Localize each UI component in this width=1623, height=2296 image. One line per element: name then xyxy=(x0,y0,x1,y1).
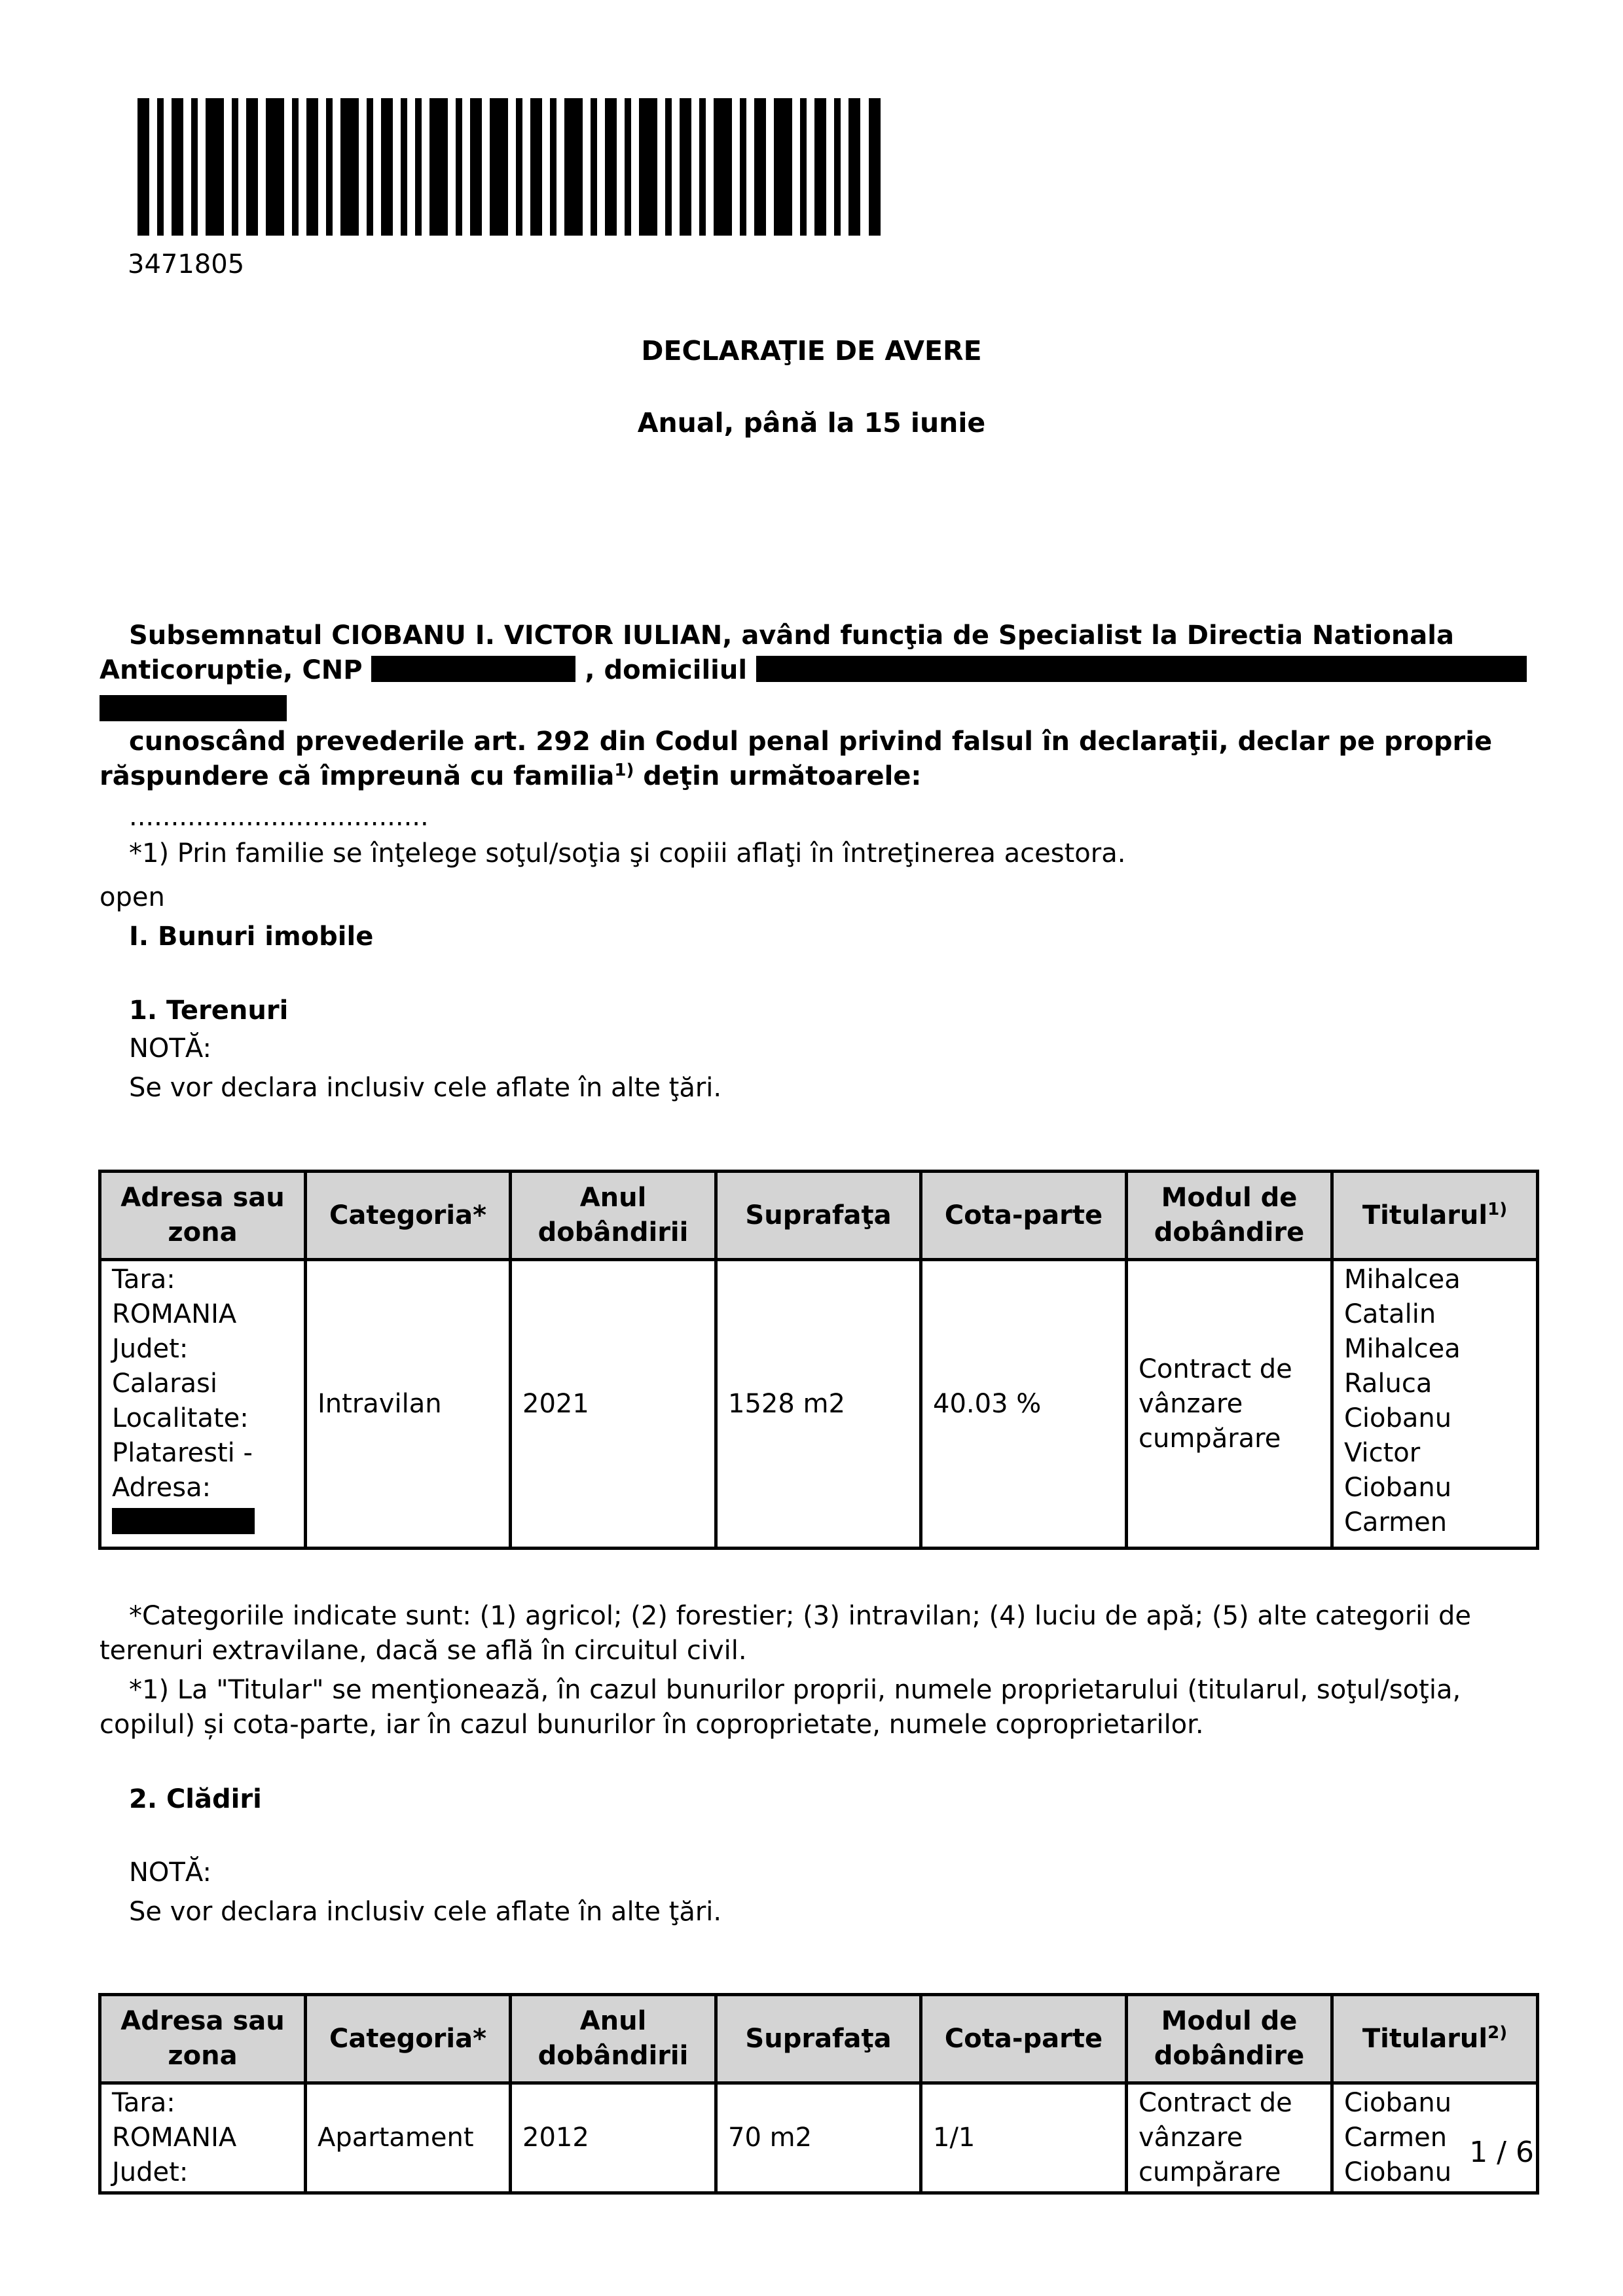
nota-label-cladiri: NOTĂ: xyxy=(129,1857,211,1888)
header-titular-label: Titularul xyxy=(1362,1200,1488,1230)
header-adresa: Adresa sau zona xyxy=(100,1172,306,1260)
subsection-title-cladiri: 2. Clădiri xyxy=(129,1784,262,1814)
cell-adresa: Tara: ROMANIA Judet: xyxy=(100,2083,306,2193)
nota-label-terenuri: NOTĂ: xyxy=(129,1033,211,1064)
cell-modul: Contract de vânzare cumpărare xyxy=(1127,1260,1332,1549)
table-header-row xyxy=(100,1995,1538,2083)
header-cota: Cota-parte xyxy=(921,1995,1127,2083)
cell-categoria: Intravilan xyxy=(306,1260,511,1549)
redacted-address-continued xyxy=(100,695,287,721)
table-header-row xyxy=(100,1172,1538,1260)
redacted-cnp xyxy=(371,656,575,682)
cell-adresa xyxy=(100,1260,306,1549)
declaration-text-1: cunoscând prevederile art. 292 din Codul penal privind falsul în declaraţii, declar pe proprie răspundere că împreună cu familia xyxy=(100,726,1493,791)
cell-modul: Contract de vânzare cumpărare xyxy=(1127,2083,1332,2193)
cladiri-table xyxy=(98,1993,1539,2195)
note-titular: *1) La "Titular" se menţionează, în cazul bunurilor proprii, numele proprietarului (titularul, soţul/soţia, copilul) și cota-parte, iar în cazul bunurilor în coproprietate, numele coproprietarilor. xyxy=(100,1675,1461,1740)
document-subtitle: Anual, până la 15 iunie xyxy=(637,407,986,439)
cell-anul: 2021 xyxy=(511,1260,716,1549)
barcode-number: 3471805 xyxy=(128,249,245,279)
cell-adresa-text: Tara: ROMANIA Judet: Calarasi Localitate: Plataresti - Adresa: xyxy=(112,1265,253,1503)
terenuri-table xyxy=(98,1170,1539,1550)
declarant-text-1: Subsemnatul CIOBANU I. VICTOR IULIAN, având funcţia de Specialist la Directia Nationala Anticoruptie, CNP xyxy=(100,620,1454,685)
cell-cota: 1/1 xyxy=(921,2083,1127,2193)
header-modul: Modul de dobândire xyxy=(1127,1172,1332,1260)
subsection-title-terenuri: 1. Terenuri xyxy=(129,996,289,1026)
cell-cota: 40.03 % xyxy=(921,1260,1127,1549)
header-categoria: Categoria* xyxy=(306,1995,511,2083)
table-row xyxy=(100,1260,1538,1549)
footnote-ref-1: 1) xyxy=(614,761,634,780)
header-titular-footnote: 2) xyxy=(1487,2022,1508,2043)
header-titular xyxy=(1332,1995,1538,2083)
nota-text-terenuri: Se vor declara inclusiv cele aflate în alte ţări. xyxy=(129,1073,722,1103)
header-titular-footnote: 1) xyxy=(1487,1199,1508,1219)
header-suprafata: Suprafaţa xyxy=(716,1172,921,1260)
cell-titular: Ciobanu Carmen Ciobanu xyxy=(1332,2083,1538,2193)
header-anul: Anul dobândirii xyxy=(511,1172,716,1260)
page-number: 1 / 6 xyxy=(1469,2136,1534,2169)
section-title-bunuri-imobile: I. Bunuri imobile xyxy=(129,922,374,952)
declarant-paragraph xyxy=(100,619,1533,688)
cell-suprafata: 1528 m2 xyxy=(716,1260,921,1549)
declaration-paragraph xyxy=(100,725,1533,794)
redacted-address xyxy=(756,656,1527,682)
header-categoria: Categoria* xyxy=(306,1172,511,1260)
family-note: *1) Prin familie se înţelege soţul/soţia şi copiii aflaţi în întreţinerea acestora. xyxy=(129,838,1126,869)
cell-categoria: Apartament xyxy=(306,2083,511,2193)
dotted-line: .................................... xyxy=(129,802,429,832)
open-marker: open xyxy=(100,882,165,912)
redacted-land-address xyxy=(112,1508,255,1534)
declaration-text-2: deţin următoarele: xyxy=(634,761,922,791)
header-suprafata: Suprafaţa xyxy=(716,1995,921,2083)
header-modul: Modul de dobândire xyxy=(1127,1995,1332,2083)
nota-text-cladiri: Se vor declara inclusiv cele aflate în alte ţări. xyxy=(129,1897,722,1927)
header-cota: Cota-parte xyxy=(921,1172,1127,1260)
document-title: DECLARAŢIE DE AVERE xyxy=(641,335,982,367)
declarant-text-2: , domiciliul xyxy=(585,655,748,685)
note-categories: *Categoriile indicate sunt: (1) agricol; (2) forestier; (3) intravilan; (4) luciu de apă; (5) alte categorii de terenuri extravilane, dacă se află în circuitul civil. xyxy=(100,1601,1472,1666)
header-anul: Anul dobândirii xyxy=(511,1995,716,2083)
cell-anul: 2012 xyxy=(511,2083,716,2193)
barcode-image xyxy=(137,98,881,236)
header-titular xyxy=(1332,1172,1538,1260)
header-titular-label: Titularul xyxy=(1362,2023,1488,2054)
header-adresa: Adresa sau zona xyxy=(100,1995,306,2083)
cell-suprafata: 70 m2 xyxy=(716,2083,921,2193)
table-row xyxy=(100,2083,1538,2193)
cell-titular: Mihalcea Catalin Mihalcea Raluca Ciobanu Victor Ciobanu Carmen xyxy=(1332,1260,1538,1549)
